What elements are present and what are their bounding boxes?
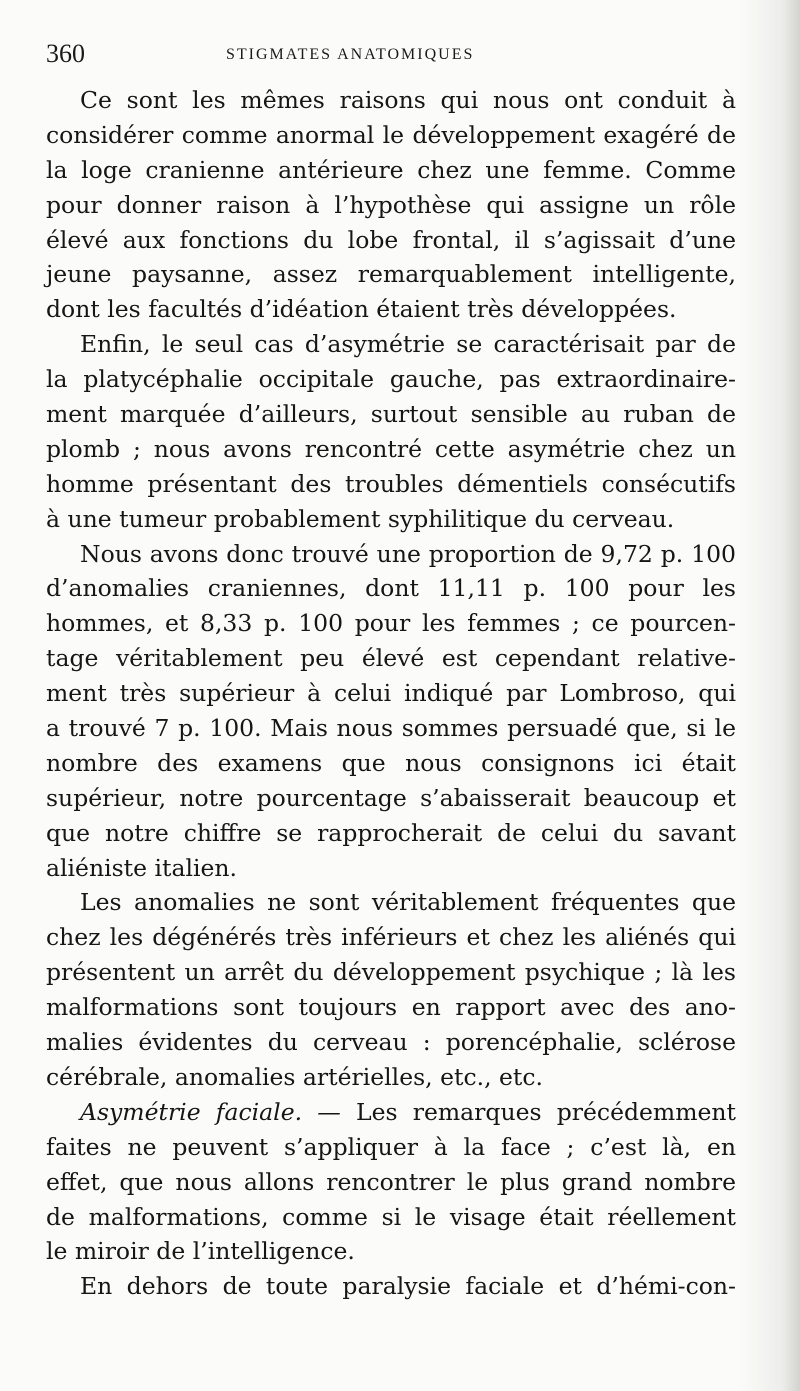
text-line: homme présentant des troubles démentiels consécutifs [46,469,736,498]
text-line: jeune paysanne, assez remarquablement intelligente, [46,260,736,289]
text-line: la platycéphalie occipitale gauche, pas extraordinaire- [46,365,736,394]
text-line: aliéniste italien. [46,853,237,882]
section-heading-italic: Asymétrie faciale. — [80,1097,341,1126]
text-line: Ce sont les mêmes raisons qui nous ont conduit à [80,86,736,114]
text-line: a trouvé 7 p. 100. Mais nous sommes persuadé que, si le [46,714,736,743]
text-line: Enfin, le seul cas d’asymétrie se caractérisait par de [80,330,736,359]
text-line: dont les facultés d’idéation étaient très développées. [46,295,677,324]
text-line: que notre chiffre se rapprocherait de celui du savant [46,818,736,847]
text-line: Nous avons donc trouvé une proportion de 9,72 p. 100 [80,539,736,568]
text-line: ment marquée d’ailleurs, surtout sensible au ruban de [46,400,736,429]
text-line: considérer comme anormal le développement exagéré de [46,120,736,149]
text-line: hommes, et 8,33 p. 100 pour les femmes ; ce pourcen- [46,609,736,638]
text-run: Les remarques précédemment [355,1097,736,1126]
text-line: d’anomalies craniennes, dont 11,11 p. 100 pour les [46,574,736,603]
text-line: ment très supérieur à celui indiqué par Lombroso, qui [46,679,736,708]
text-line: de malformations, comme si le visage était réellement [46,1202,736,1231]
text-line: tage véritablement peu élevé est cependant relative- [46,644,736,673]
text-line: élevé aux fonctions du lobe frontal, il s’agissait d’une [46,225,736,254]
text-line: En dehors de toute paralysie faciale et d’hémi-con- [80,1272,736,1301]
text-line: le miroir de l’intelligence. [46,1237,355,1266]
text-line: faites ne peuvent s’appliquer à la face ; c’est là, en [46,1132,736,1161]
text-line: malies évidentes du cerveau : porencéphalie, sclérose [46,1028,736,1057]
text-line: à une tumeur probablement syphilitique du cerveau. [46,504,675,533]
text-line: cérébrale, anomalies artérielles, etc., etc. [46,1062,544,1091]
text-line: nombre des examens que nous consignons ici était [46,748,736,777]
text-line: la loge cranienne antérieure chez une femme. Comme [46,155,736,184]
text-line: chez les dégénérés très inférieurs et chez les aliénés qui [46,923,736,952]
running-head: STIGMATES ANATOMIQUES [226,46,475,63]
page-edge-shadow [740,0,800,1391]
page-number: 360 [46,39,85,68]
text-line: supérieur, notre pourcentage s’abaisserait beaucoup et [46,783,736,812]
text-line-with-heading [46,1095,736,1130]
text-line: malformations sont toujours en rapport avec des ano- [46,993,736,1022]
text-line: présentent un arrêt du développement psychique ; là les [46,958,736,987]
body-text [46,83,736,1304]
text-line: effet, que nous allons rencontrer le plus grand nombre [46,1167,736,1196]
text-line: pour donner raison à l’hypothèse qui assigne un rôle [46,190,736,219]
page-header [46,39,736,68]
text-line: plomb ; nous avons rencontré cette asymétrie chez un [46,434,736,463]
text-line: Les anomalies ne sont véritablement fréquentes que [80,888,736,917]
